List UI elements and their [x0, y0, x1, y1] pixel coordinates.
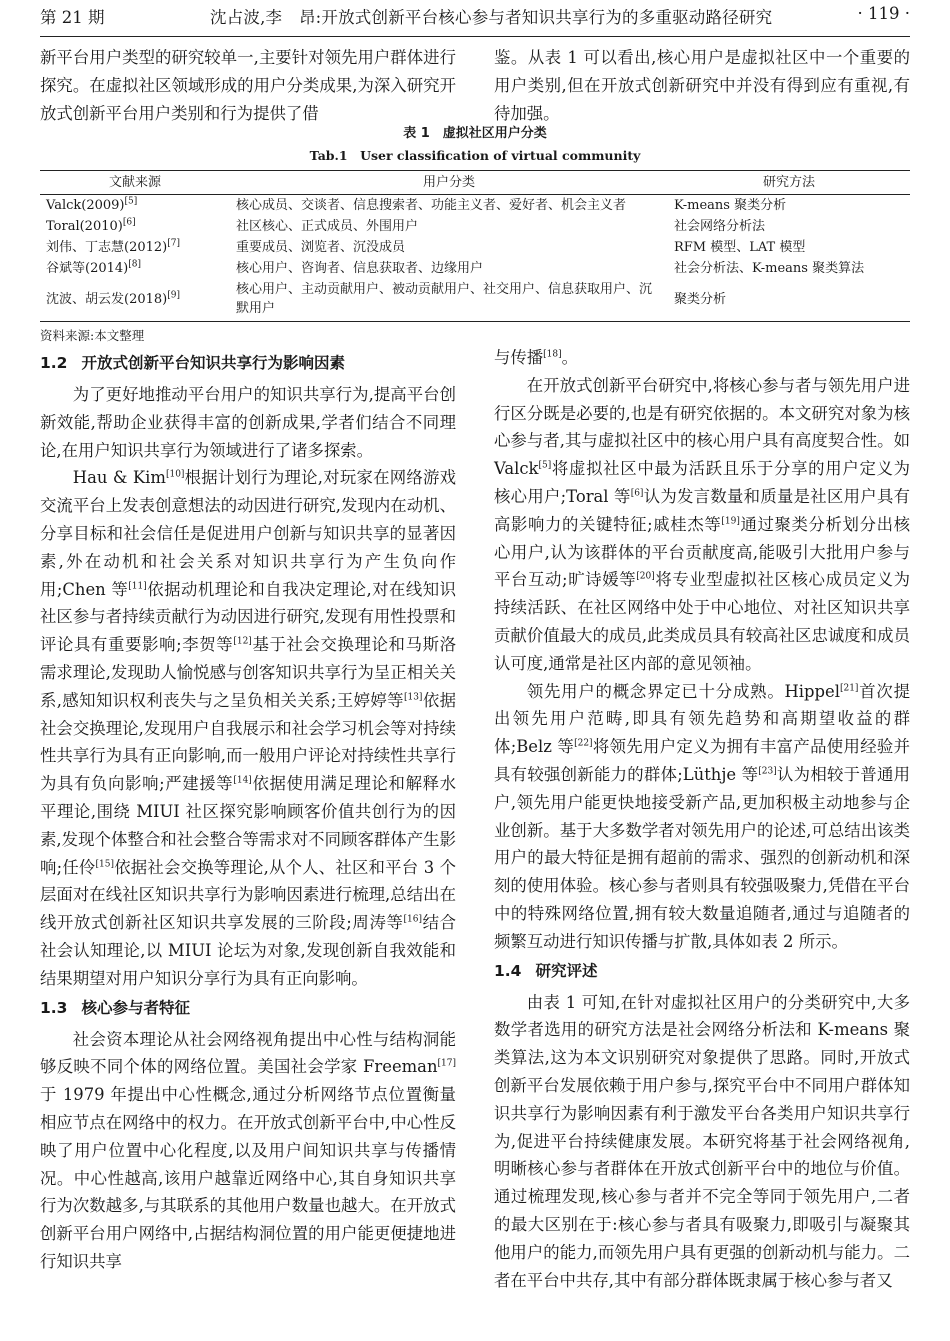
citation: [20] [636, 571, 655, 582]
cell-method: RFM 模型、LAT 模型 [674, 240, 806, 255]
citation: [17] [437, 1058, 456, 1069]
cell-source: 沈波、胡云发(2018)[9] [40, 279, 230, 322]
citation: [23] [758, 766, 777, 777]
paragraph: Hau & Kim[10]根据计划行为理论,对玩家在网络游戏交流平台上发表创意想法的动因进行研究,发现内在动机、分享目标和社会信任是促进用户创新与知识共享的显著因素,外在动机和社会关系对知识共享行为产生负向作用;Chen 等[11]依据动机理论和自我决定理论,对在线知识社区参与者持续贡献行为动因进行研究,发现有用性投票和评论具有重要影响;李贺等[12]基于社会交换理论和马斯洛需求理论,发现助人愉悦感与创客知识共享行为呈正相关关系,感知知识权利丧失与之呈负相关关系;王婷婷等[13]依据社会交换理论,发现用户自我展示和社会学习机会等对持续性共享行为具有正向影响,而一般用户评论对持续性共享行为具有负向影响;严建援等[14]依据使用满足理论和解释水平理论,围绕 MIUI 社区探究影响顾客价值共创行为的因素,发现个体整合和社会整合等需求对不同顾客群体产生影响;任伶[15]依据社会交换等理论,从个人、社区和平台 3 个层面对在线社区知识共享行为影响因素进行梳理,总结出在线开放式创新社区知识共享发展的三阶段;周涛等[16]结合社会认知理论,以 MIUI 论坛为对象,发现创新自我效能和结果期望对用户知识分享行为具有正向影响。 [40, 468, 457, 988]
cell-method: K-means 聚类分析 [674, 198, 787, 213]
running-header [40, 0, 910, 37]
cell-classes: 核心用户、咨询者、信息获取者、边缘用户 [236, 261, 484, 276]
table-row [40, 258, 910, 279]
header-source: 文献来源 [40, 171, 230, 195]
cell-source: 刘伟、丁志慧(2012)[7] [46, 238, 180, 255]
page-number: · 119 · [857, 4, 910, 23]
header-classes: 用户分类 [230, 171, 668, 195]
section-heading-1-4: 1.4 研究评述 [494, 961, 598, 980]
paragraph: 由表 1 可知,在针对虚拟社区用户的分类研究中,大多数学者选用的研究方法是社会网络分析法和 K-means 聚类算法,这为本文识别研究对象提供了思路。同时,开放式创新平台发展依赖于用户参与,探究平台中不同用户群体知识共享行为影响因素有利于激发平台各类用户知识共享行为,促进平台持续健康发展。本研究将基于社会网络视角,明晰核心参与者群体在开放式创新平台中的地位与价值。通过梳理发现,核心参与者并不完全等同于领先用户,二者的最大区别在于:核心参与者具有吸聚力,即吸引与凝聚其他用户的能力,而领先用户具有更强的创新动机与能力。二者在平台中共存,其中有部分群体既隶属于核心参与者又 [494, 992, 910, 1290]
cell-classes: 核心成员、交谈者、信息搜索者、功能主义者、爱好者、机会主义者 [236, 198, 627, 213]
citation: [5] [538, 460, 552, 471]
cell-source: 谷斌等(2014)[8] [46, 259, 141, 276]
paragraph: 新平台用户类型的研究较单一,主要针对领先用户群体进行探究。在虚拟社区领域形成的用户分类成果,为深入研究开放式创新平台用户类别和行为提供了借 [40, 48, 456, 123]
paragraph: 社会资本理论从社会网络视角提出中心性与结构洞能够反映不同个体的网络位置。美国社会学家 Freeman[17]于 1979 年提出中心性概念,通过分析网络节点位置衡量相应节点在网络中的权力。在开放式创新平台中,中心性反映了用户位置中心化程度,以及用户间知识共享与传播情况。中心性越高,该用户越靠近网络中心,其自身知识共享行为次数越多,与其联系的其他用户数量也越大。在开放式创新平台用户网络中,占据结构洞位置的用户能更便捷地进行知识共享 [40, 1029, 456, 1271]
citation: [19] [721, 516, 740, 527]
top-right-column [494, 44, 910, 127]
table-row [40, 279, 910, 322]
cell-classes: 社区核心、正式成员、外围用户 [236, 219, 419, 234]
citation: [12] [233, 636, 252, 647]
cell-source: Valck(2009)[5] [46, 196, 138, 213]
header-method: 研究方法 [668, 171, 910, 195]
issue-number: 第 21 期 [40, 8, 105, 27]
table-row [40, 216, 910, 237]
table-header-row [40, 171, 910, 195]
paragraph: 鉴。从表 1 可以看出,核心用户是虚拟社区中一个重要的用户类别,但在开放式创新研究中并没有得到应有重视,有待加强。 [494, 48, 910, 123]
table-row [40, 195, 910, 217]
body-right-column [494, 344, 910, 1294]
user-classification-table [40, 170, 910, 322]
top-left-column [40, 44, 456, 127]
cell-method: 社会网络分析法 [674, 219, 766, 234]
section-heading-1-3: 1.3 核心参与者特征 [40, 998, 190, 1017]
citation: [14] [233, 775, 252, 786]
citation: [18] [543, 349, 562, 360]
running-title: 沈占波,李 昂:开放式创新平台核心参与者知识共享行为的多重驱动路径研究 [210, 8, 773, 27]
paragraph: 领先用户的概念界定已十分成熟。Hippel[21]首次提出领先用户范畴,即具有领先趋势和高期望收益的群体;Belz 等[22]将领先用户定义为拥有丰富产品使用经验并具有较强创新能力的群体;Lüthje 等[23]认为相较于普通用户,领先用户能更快地接受新产品,更加积极主动地参与企业创新。基于大多数学者对领先用户的论述,可总结出该类用户的最大特征是拥有超前的需求、强烈的创新动机和深刻的使用体验。核心参与者则具有较强吸聚力,凭借在平台中的特殊网络位置,拥有较大数量追随者,通过与追随者的频繁互动进行知识传播与扩散,具体如表 2 所示。 [494, 681, 911, 951]
paragraph: 与传播[18]。 [494, 348, 579, 367]
citation: [21] [839, 683, 859, 694]
cell-source: Toral(2010)[6] [46, 217, 136, 234]
cell-method: 聚类分析 [668, 279, 910, 322]
citation: [6] [630, 488, 644, 499]
citation: [15] [95, 859, 114, 870]
paragraph: 为了更好地推动平台用户的知识共享行为,提高平台创新效能,帮助企业获得丰富的创新成果,学者们结合不同理论,在用户知识共享行为领域进行了诸多探索。 [40, 385, 456, 460]
body-left-column [40, 348, 456, 1276]
cell-method: 社会分析法、K-means 聚类算法 [674, 261, 865, 276]
section-heading-1-2: 1.2 开放式创新平台知识共享行为影响因素 [40, 354, 345, 372]
table-row [40, 237, 910, 258]
citation: [16] [403, 914, 422, 925]
citation: [10] [165, 469, 185, 480]
citation: [11] [128, 581, 147, 592]
table-source-note: 资料来源:本文整理 [40, 328, 145, 343]
cell-classes: 核心用户、主动贡献用户、被动贡献用户、社交用户、信息获取用户、沉默用户 [230, 279, 668, 322]
table-caption-en: Tab.1 User classification of virtual community [309, 148, 641, 163]
citation: [22] [574, 738, 593, 749]
table-caption-cn: 表 1 虚拟社区用户分类 [403, 126, 547, 141]
cell-classes: 重要成员、浏览者、沉没成员 [236, 240, 406, 255]
citation: [13] [403, 692, 423, 703]
paragraph: 在开放式创新平台研究中,将核心参与者与领先用户进行区分既是必要的,也是有研究依据的。本文研究对象为核心参与者,其与虚拟社区中的核心用户具有高度契合性。如 Valck[5]将虚拟社区中最为活跃且乐于分享的用户定义为核心用户;Toral 等[6]认为发言数量和质量是社区用户具有高影响力的关键特征;戚桂杰等[19]通过聚类分析划分出核心用户,认为该群体的平台贡献度高,能吸引大批用户参与平台互动;旷诗媛等[20]将专业型虚拟社区核心成员定义为持续活跃、在社区网络中处于中心地位、对社区知识共享贡献价值最大的成员,此类成员具有较高社区忠诚度和成员认可度,通常是社区内部的意见领袖。 [494, 375, 911, 673]
